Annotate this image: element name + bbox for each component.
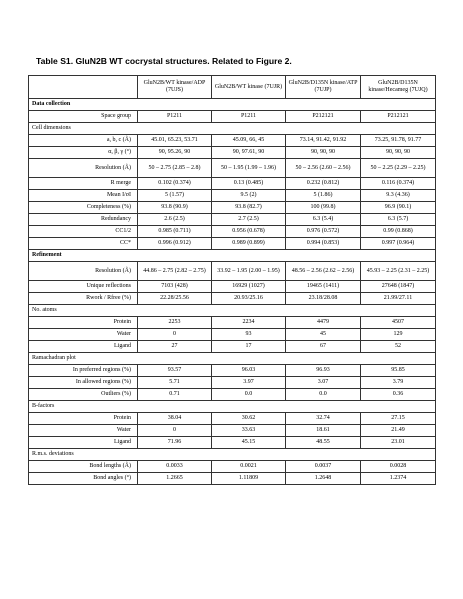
table-row xyxy=(29,341,436,353)
subsection-row xyxy=(29,123,436,135)
table-cell: 18.61 xyxy=(286,425,361,437)
table-body xyxy=(29,76,436,485)
table-cell: 0.0 xyxy=(212,389,286,401)
table-cell: 0.989 (0.899) xyxy=(212,238,286,250)
table-cell: 27 xyxy=(138,341,212,353)
table-cell: 95.85 xyxy=(361,365,436,377)
table-title: Table S1. GluN2B WT cocrystal structures. Related to Figure 2. xyxy=(36,56,292,66)
row-label: α, β, γ (°) xyxy=(29,147,138,159)
row-label: Redundancy xyxy=(29,214,138,226)
table-cell: 21.49 xyxy=(361,425,436,437)
table-row xyxy=(29,147,436,159)
row-label: Outliers (%) xyxy=(29,389,138,401)
table-cell: 90, 90, 90 xyxy=(361,147,436,159)
table-cell: 38.04 xyxy=(138,413,212,425)
crystallography-table xyxy=(28,75,436,485)
table-cell: 0.0028 xyxy=(361,461,436,473)
table-cell: 0.985 (0.711) xyxy=(138,226,212,238)
table-row xyxy=(29,159,436,178)
table-row xyxy=(29,262,436,281)
table-cell: 96.93 xyxy=(286,365,361,377)
table-cell: 0.0033 xyxy=(138,461,212,473)
table-cell: 0.997 (0.964) xyxy=(361,238,436,250)
table-cell: 0.956 (0.678) xyxy=(212,226,286,238)
table-row xyxy=(29,317,436,329)
table-cell: 6.3 (5.7) xyxy=(361,214,436,226)
table-cell: 73.25, 91.78, 91.77 xyxy=(361,135,436,147)
table-cell: 16929 (1027) xyxy=(212,281,286,293)
table-cell: 50 – 2.56 (2.60 – 2.56) xyxy=(286,159,361,178)
table-cell: 93.8 (90.9) xyxy=(138,202,212,214)
table-cell: 9.5 (2) xyxy=(212,190,286,202)
table-cell: 23.01 xyxy=(361,437,436,449)
row-label: In allowed regions (%) xyxy=(29,377,138,389)
table-cell: 1.2648 xyxy=(286,473,361,485)
row-label: Completeness (%) xyxy=(29,202,138,214)
row-label: Rwork / Rfree (%) xyxy=(29,293,138,305)
table-row xyxy=(29,190,436,202)
table-cell: 3.97 xyxy=(212,377,286,389)
table-cell: P1211 xyxy=(212,111,286,123)
column-header: GluN2B/D135N kinase/Hecameg (7UJQ) xyxy=(361,76,436,99)
row-label: Bond angles (°) xyxy=(29,473,138,485)
section-title: Refinement xyxy=(29,250,436,262)
table-cell: 0.71 xyxy=(138,389,212,401)
table-cell: 45.01, 65.23, 53.71 xyxy=(138,135,212,147)
row-label: Resolution (Å) xyxy=(29,159,138,178)
table-header-row xyxy=(29,76,436,99)
table-cell: 0.0037 xyxy=(286,461,361,473)
row-label: Resolution (Å) xyxy=(29,262,138,281)
table-cell: 100 (99.8) xyxy=(286,202,361,214)
table-cell: 96.03 xyxy=(212,365,286,377)
table-cell: 45 xyxy=(286,329,361,341)
row-label: Protein xyxy=(29,317,138,329)
header-empty-cell xyxy=(29,76,138,99)
table-row xyxy=(29,281,436,293)
table-cell: 0.116 (0.374) xyxy=(361,178,436,190)
table-cell: 2.6 (2.5) xyxy=(138,214,212,226)
table-cell: 3.79 xyxy=(361,377,436,389)
table-cell: 20.93/25.16 xyxy=(212,293,286,305)
subsection-title: Ramachadran plot xyxy=(29,353,436,365)
table-cell: 93.8 (82.7) xyxy=(212,202,286,214)
table-cell: 48.56 – 2.56 (2.62 – 2.56) xyxy=(286,262,361,281)
subsection-title: No. atoms xyxy=(29,305,436,317)
table-cell: P212121 xyxy=(361,111,436,123)
table-cell: 30.62 xyxy=(212,413,286,425)
table-cell: 1.2374 xyxy=(361,473,436,485)
table-row xyxy=(29,238,436,250)
section-header-row xyxy=(29,250,436,262)
row-label: a, b, c (Å) xyxy=(29,135,138,147)
table-cell: 5 (1.86) xyxy=(286,190,361,202)
table-row xyxy=(29,473,436,485)
table-cell: 50 – 2.75 (2.85 – 2.8) xyxy=(138,159,212,178)
table-cell: 19465 (1411) xyxy=(286,281,361,293)
table-row xyxy=(29,461,436,473)
table-cell: 33.63 xyxy=(212,425,286,437)
table-cell: 0.13 (0.485) xyxy=(212,178,286,190)
subsection-title: Cell dimensions xyxy=(29,123,436,135)
column-header: GluN2B/WT kinase/ADP (7UJS) xyxy=(138,76,212,99)
table-row xyxy=(29,425,436,437)
row-label: R merge xyxy=(29,178,138,190)
table-cell: 71.96 xyxy=(138,437,212,449)
table-cell: 96.9 (90.1) xyxy=(361,202,436,214)
column-header: GluN2B/WT kinase (7UJR) xyxy=(212,76,286,99)
subsection-title: B-factors xyxy=(29,401,436,413)
subsection-row xyxy=(29,353,436,365)
table-cell: 129 xyxy=(361,329,436,341)
table-row xyxy=(29,377,436,389)
table-cell: 93.57 xyxy=(138,365,212,377)
section-title: Data collection xyxy=(29,99,436,111)
table-cell: 0.36 xyxy=(361,389,436,401)
table-cell: 2253 xyxy=(138,317,212,329)
table-cell: 27.15 xyxy=(361,413,436,425)
table-cell: 0 xyxy=(138,425,212,437)
table-cell: P1211 xyxy=(138,111,212,123)
table-row xyxy=(29,293,436,305)
row-label: Space group xyxy=(29,111,138,123)
table-cell: 50 – 2.25 (2.29 – 2.25) xyxy=(361,159,436,178)
table-cell: P212121 xyxy=(286,111,361,123)
table-row xyxy=(29,329,436,341)
row-label: Water xyxy=(29,329,138,341)
table-cell: 17 xyxy=(212,341,286,353)
row-label: Ligand xyxy=(29,341,138,353)
table-cell: 32.74 xyxy=(286,413,361,425)
subsection-row xyxy=(29,449,436,461)
table-cell: 45.15 xyxy=(212,437,286,449)
table-cell: 23.18/28.08 xyxy=(286,293,361,305)
column-header: GluN2B/D135N kinase/ATP (7UJP) xyxy=(286,76,361,99)
table-cell: 33.92 – 1.95 (2.00 – 1.95) xyxy=(212,262,286,281)
row-label: Ligand xyxy=(29,437,138,449)
table-cell: 67 xyxy=(286,341,361,353)
table-cell: 0.976 (0.572) xyxy=(286,226,361,238)
table-cell: 50 – 1.95 (1.99 – 1.96) xyxy=(212,159,286,178)
table-cell: 44.86 – 2.75 (2.82 – 2.75) xyxy=(138,262,212,281)
table-cell: 45.09, 66, 45 xyxy=(212,135,286,147)
table-row xyxy=(29,365,436,377)
row-label: CC* xyxy=(29,238,138,250)
table-cell: 4507 xyxy=(361,317,436,329)
table-cell: 1.11809 xyxy=(212,473,286,485)
subsection-row xyxy=(29,401,436,413)
table-cell: 9.3 (4.36) xyxy=(361,190,436,202)
subsection-title: R.m.s. deviations xyxy=(29,449,436,461)
table-cell: 0.994 (0.853) xyxy=(286,238,361,250)
table-cell: 0.99 (0.868) xyxy=(361,226,436,238)
table-cell: 93 xyxy=(212,329,286,341)
table-cell: 90, 97.61, 90 xyxy=(212,147,286,159)
table-row xyxy=(29,202,436,214)
section-header-row xyxy=(29,99,436,111)
table-cell: 2234 xyxy=(212,317,286,329)
table-cell: 0 xyxy=(138,329,212,341)
row-label: Water xyxy=(29,425,138,437)
table-row xyxy=(29,389,436,401)
table-row xyxy=(29,135,436,147)
table-cell: 1.2665 xyxy=(138,473,212,485)
table-cell: 0.232 (0.812) xyxy=(286,178,361,190)
table-row xyxy=(29,111,436,123)
table-cell: 48.55 xyxy=(286,437,361,449)
table-cell: 6.3 (5.4) xyxy=(286,214,361,226)
table-row xyxy=(29,226,436,238)
table-cell: 45.93 – 2.25 (2.31 – 2.25) xyxy=(361,262,436,281)
row-label: Mean I/σI xyxy=(29,190,138,202)
row-label: Protein xyxy=(29,413,138,425)
table-row xyxy=(29,413,436,425)
table-cell: 21.99/27.11 xyxy=(361,293,436,305)
table-cell: 0.0021 xyxy=(212,461,286,473)
row-label: Bond lengths (Å) xyxy=(29,461,138,473)
table-row xyxy=(29,178,436,190)
table-cell: 22.28/25.56 xyxy=(138,293,212,305)
table-cell: 2.7 (2.5) xyxy=(212,214,286,226)
table-cell: 7103 (428) xyxy=(138,281,212,293)
table-cell: 0.996 (0.912) xyxy=(138,238,212,250)
table-cell: 52 xyxy=(361,341,436,353)
table-row xyxy=(29,214,436,226)
row-label: CC1/2 xyxy=(29,226,138,238)
table-cell: 5 (1.57) xyxy=(138,190,212,202)
table-cell: 0.0 xyxy=(286,389,361,401)
table-cell: 90, 95.26, 90 xyxy=(138,147,212,159)
table-cell: 4479 xyxy=(286,317,361,329)
table-cell: 90, 90, 90 xyxy=(286,147,361,159)
table-cell: 5.71 xyxy=(138,377,212,389)
table-cell: 27648 (1847) xyxy=(361,281,436,293)
table-cell: 0.102 (0.374) xyxy=(138,178,212,190)
table-cell: 73.14, 91.42, 91.92 xyxy=(286,135,361,147)
table-row xyxy=(29,437,436,449)
subsection-row xyxy=(29,305,436,317)
row-label: In preferred regions (%) xyxy=(29,365,138,377)
table-cell: 3.07 xyxy=(286,377,361,389)
row-label: Unique reflections xyxy=(29,281,138,293)
